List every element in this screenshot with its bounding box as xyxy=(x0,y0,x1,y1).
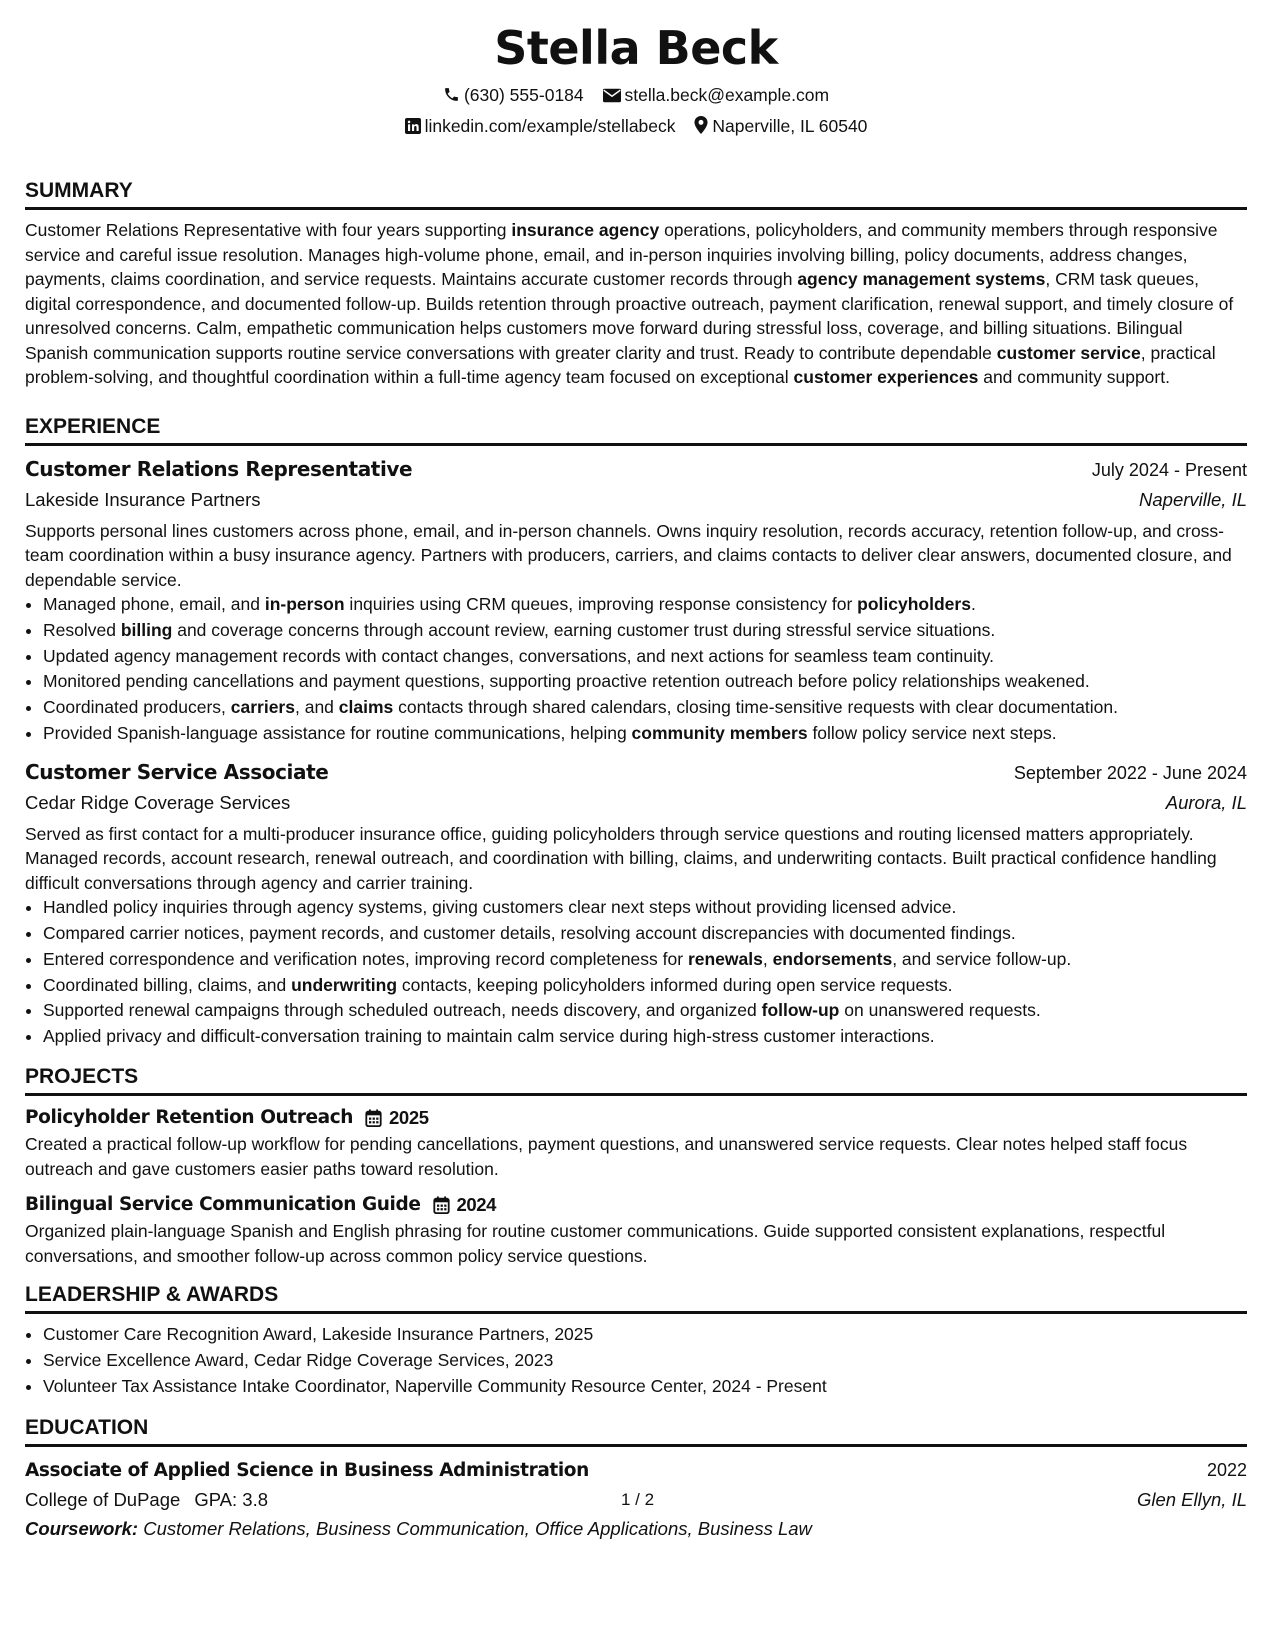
coursework-list: Customer Relations, Business Communication, Office Applications, Business Law xyxy=(138,1518,812,1540)
contact-linkedin[interactable] xyxy=(405,111,676,142)
section-title-leadership: LEADERSHIP & AWARDS xyxy=(25,1282,1247,1314)
calendar-icon xyxy=(433,1196,450,1214)
contact-phone xyxy=(443,80,584,111)
job-bullet xyxy=(43,973,1247,999)
candidate-name: Stella Beck xyxy=(494,21,778,75)
job-bullet xyxy=(43,669,1247,695)
project-name: Bilingual Service Communication Guide xyxy=(25,1194,421,1216)
bold-keyword: in-person xyxy=(264,594,345,614)
bold-keyword: follow-up xyxy=(761,1000,840,1021)
summary-paragraph xyxy=(25,218,1247,390)
job-dates: July 2024 - Present xyxy=(1091,459,1247,480)
bold-keyword: community members xyxy=(631,722,808,743)
bold-keyword: billing xyxy=(120,619,173,640)
leadership-section xyxy=(25,1282,1247,1399)
text-segment: , and xyxy=(294,697,339,718)
graduation-year: 2022 xyxy=(1206,1460,1247,1481)
coursework-label: Coursework: xyxy=(25,1518,139,1540)
project-header xyxy=(25,1104,1247,1132)
text-segment: , practical problem-solving, and thoughtful coordination within a full-time agency team focused on exceptional xyxy=(25,342,1216,387)
job-bullet xyxy=(43,1024,1247,1050)
section-title-education: EDUCATION xyxy=(25,1415,1247,1447)
coursework-line xyxy=(25,1515,1247,1543)
job-bullet xyxy=(43,618,1247,644)
job-bullet xyxy=(43,695,1247,721)
bold-keyword: policyholders xyxy=(857,594,971,614)
bold-keyword: customer service xyxy=(996,342,1141,363)
text-segment: Applied privacy and difficult-conversation training to maintain calm service during high-stress customer interactions. xyxy=(43,1026,935,1047)
text-segment: inquiries using CRM queues, improving response consistency for xyxy=(344,594,858,614)
calendar-icon xyxy=(365,1109,382,1127)
page-number: 1 / 2 xyxy=(620,1490,655,1509)
award-list xyxy=(25,1322,1247,1399)
envelope-icon xyxy=(603,88,621,103)
job-title: Customer Service Associate xyxy=(25,759,329,784)
bold-keyword: underwriting xyxy=(291,974,398,995)
bold-keyword: agency management systems xyxy=(797,269,1046,289)
job-entry xyxy=(25,454,1247,747)
email-address[interactable]: stella.beck@example.com xyxy=(624,85,830,105)
text-segment: and community support. xyxy=(978,367,1170,387)
job-bullet xyxy=(43,895,1247,921)
section-title-experience: EXPERIENCE xyxy=(25,414,1247,446)
project-entry xyxy=(25,1191,1247,1268)
job-bullet xyxy=(43,721,1247,747)
section-title-summary: SUMMARY xyxy=(25,178,1247,210)
job-description: Supports personal lines customers across phone, email, and in-person channels. Owns inquiry resolution, records accuracy, retention follow-up, and cross-team coordination within a busy insurance agency. Partners with producers, carriers, and claims contacts to deliver clear answers, documented closure, and dependable service. xyxy=(25,520,1232,590)
text-segment: , xyxy=(762,948,773,969)
job-company: Lakeside Insurance Partners xyxy=(25,488,261,510)
job-company-row xyxy=(25,788,1247,818)
job-bullet xyxy=(43,921,1247,947)
job-dates: September 2022 - June 2024 xyxy=(1013,762,1247,783)
phone-icon xyxy=(443,86,460,103)
text-segment: on unanswered requests. xyxy=(839,1000,1041,1021)
project-header xyxy=(25,1191,1247,1219)
job-company-row xyxy=(25,485,1247,515)
project-entry xyxy=(25,1104,1247,1181)
text-segment: Handled policy inquiries through agency systems, giving customers clear next steps without providing licensed advice. xyxy=(43,897,957,918)
text-segment: operations, policyholders, and community members through responsive service and careful issue resolution. Manages high-volume phone, email, and in-person inquiries involving billing, policy documents, address changes, payments, claims coordination, and service requests. Maintains accurate customer records through xyxy=(25,220,1218,289)
phone-number: (630) 555-0184 xyxy=(463,85,584,105)
location-text: Naperville, IL 60540 xyxy=(712,116,868,136)
gpa: GPA: 3.8 xyxy=(194,1489,269,1511)
text-segment: Resolved xyxy=(43,619,121,640)
text-segment: contacts, keeping policyholders informed during open service requests. xyxy=(397,974,953,995)
linkedin-url[interactable]: linkedin.com/example/stellabeck xyxy=(424,116,676,136)
education-header-row xyxy=(25,1455,1247,1485)
contact-location xyxy=(694,111,867,142)
school-name: College of DuPage xyxy=(25,1489,181,1511)
text-segment: contacts through shared calendars, closing time-sensitive requests with clear documentation. xyxy=(393,697,1118,718)
text-segment: Managed phone, email, and xyxy=(43,594,265,614)
bold-keyword: endorsements xyxy=(772,948,893,969)
job-bullet xyxy=(43,592,1247,618)
text-segment: Entered correspondence and verification notes, improving record completeness for xyxy=(43,948,688,969)
contact-email[interactable] xyxy=(603,80,830,111)
bold-keyword: customer experiences xyxy=(793,367,979,387)
linkedin-icon xyxy=(405,118,421,134)
map-pin-icon xyxy=(694,116,708,134)
text-segment: and coverage concerns through account review, earning customer trust during stressful service situations. xyxy=(172,619,996,640)
contact-line-2 xyxy=(25,111,1247,142)
job-bullet xyxy=(43,998,1247,1024)
job-title: Customer Relations Representative xyxy=(25,456,413,481)
award-item: • Customer Care Recognition Award, Lakeside Insurance Partners, 2025 xyxy=(43,1322,1247,1348)
project-description: Created a practical follow-up workflow for pending cancellations, payment questions, and unanswered service requests. Clear notes helped staff focus outreach and gave customers easier paths toward resolution. xyxy=(25,1134,1188,1179)
degree-name: Associate of Applied Science in Business Administration xyxy=(25,1460,589,1482)
award-item: • Service Excellence Award, Cedar Ridge Coverage Services, 2023 xyxy=(43,1348,1247,1374)
bold-keyword: claims xyxy=(338,697,394,718)
text-segment: Coordinated billing, claims, and xyxy=(43,974,292,995)
project-year: 2025 xyxy=(389,1107,429,1129)
text-segment: Customer Relations Representative with four years supporting xyxy=(25,220,512,240)
job-bullet xyxy=(43,644,1247,670)
job-header-row xyxy=(25,757,1247,788)
resume-page xyxy=(25,22,1247,1543)
text-segment: Coordinated producers, xyxy=(43,697,231,718)
text-segment: Provided Spanish-language assistance for routine communications, helping xyxy=(43,722,632,743)
job-bullets xyxy=(25,895,1247,1050)
text-segment: . xyxy=(970,594,976,614)
text-segment: Compared carrier notices, payment records, and customer details, resolving account discrepancies with documented findings. xyxy=(43,923,1016,944)
job-header-row xyxy=(25,454,1247,485)
experience-section xyxy=(25,414,1247,1051)
job-company: Cedar Ridge Coverage Services xyxy=(25,791,291,813)
text-segment: follow policy service next steps. xyxy=(807,722,1057,743)
project-description: Organized plain-language Spanish and English phrasing for routine customer communications. Guide supported consistent explanations, respectful conversations, and smoother follow-up across common policy service questions. xyxy=(25,1221,1166,1266)
job-bullet xyxy=(43,947,1247,973)
text-segment: Supported renewal campaigns through scheduled outreach, needs discovery, and organized xyxy=(43,1000,762,1021)
text-segment: Updated agency management records with contact changes, conversations, and next actions for seamless team continuity. xyxy=(43,645,995,666)
bold-keyword: insurance agency xyxy=(511,220,660,240)
job-description: Served as first contact for a multi-producer insurance office, guiding policyholders through service questions and routing licensed matters appropriately. Managed records, account research, renewal outreach, and coordination with billing, claims, and underwriting contacts. Built practical confidence handling difficult conversations through agency and carrier training. xyxy=(25,823,1217,893)
award-item: • Volunteer Tax Assistance Intake Coordinator, Naperville Community Resource Center, 2024 - Present xyxy=(43,1374,1247,1400)
education-section xyxy=(25,1415,1247,1543)
project-name: Policyholder Retention Outreach xyxy=(25,1107,354,1129)
project-year: 2024 xyxy=(456,1194,497,1216)
projects-section xyxy=(25,1064,1247,1268)
text-segment: , CRM task queues, digital correspondence, and documented follow-up. Builds retention through proactive outreach, payment clarification, renewal support, and timely closure of unresolved concerns. Calm, empathetic communication helps customers move forward during stressful loss, coverage, and billing situations. Bilingual Spanish communication supports routine service conversations with greater clarity and trust. Ready to contribute dependable xyxy=(25,269,1234,363)
job-bullets xyxy=(25,592,1247,747)
job-location: Aurora, IL xyxy=(1165,791,1247,813)
job-location: Naperville, IL xyxy=(1139,488,1247,510)
contact-line-1 xyxy=(25,80,1247,111)
section-title-projects: PROJECTS xyxy=(25,1064,1247,1096)
bold-keyword: carriers xyxy=(230,697,295,718)
text-segment: , and service follow-up. xyxy=(892,948,1072,969)
summary-section xyxy=(25,178,1247,390)
job-entry xyxy=(25,757,1247,1050)
text-segment: Monitored pending cancellations and payment questions, supporting proactive retention outreach before policy relationships weakened. xyxy=(43,671,1090,692)
bold-keyword: renewals xyxy=(687,948,763,969)
school-location: Glen Ellyn, IL xyxy=(1136,1489,1247,1511)
